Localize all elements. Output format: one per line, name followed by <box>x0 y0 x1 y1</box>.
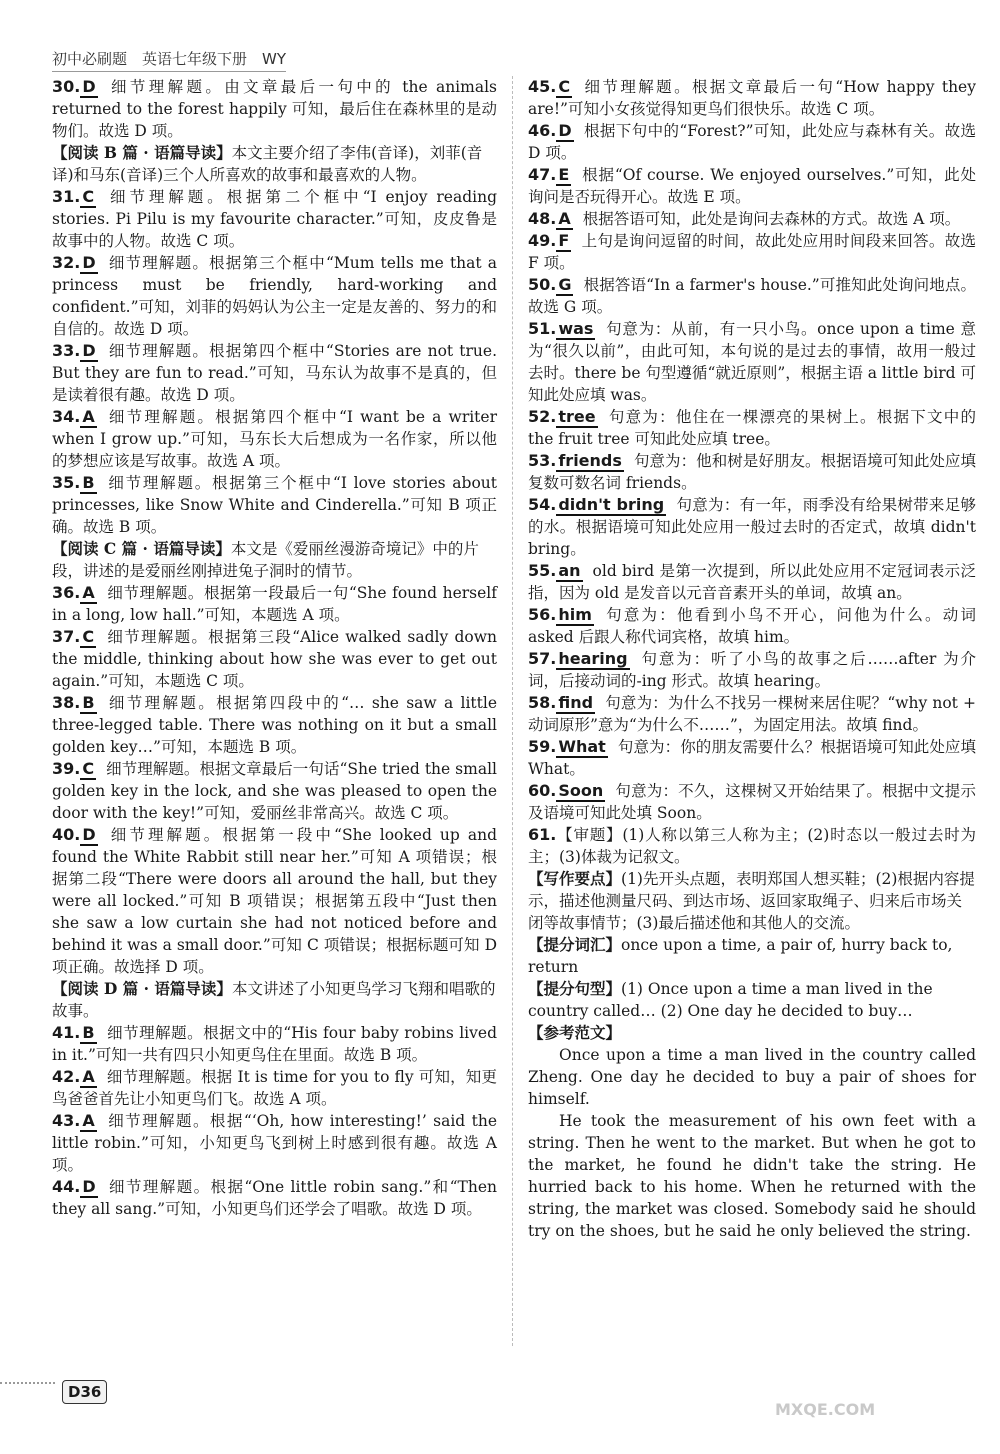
question-number: 45. <box>528 77 557 96</box>
answer-item <box>52 758 497 824</box>
answer-key: A <box>558 209 571 228</box>
answer-key: C <box>558 77 571 96</box>
column-divider <box>512 76 513 1346</box>
answer-item <box>52 186 497 252</box>
answer-key: didn't bring <box>558 495 665 514</box>
explanation-text: 细节理解题。根据第三个框中“Mum tells me that a princess must be friendly, hard-working and confident.”可知，刘菲的妈妈认为公主一定是友善的、努力的和自信的。故选 D 项。 <box>52 254 497 338</box>
question-number: 61. <box>528 825 557 844</box>
explanation-text: 句意为：不久，这棵树又开始结果了。根据中文提示及语境可知此处填 Soon。 <box>528 782 976 822</box>
answer-item <box>52 1066 497 1110</box>
right-column <box>528 76 976 1242</box>
section-title: 【阅读 D 篇 · 语篇导读】 <box>52 979 232 998</box>
answer-key: D <box>558 121 572 140</box>
question-number: 35. <box>52 473 81 492</box>
section-note <box>528 934 976 978</box>
question-number: 53. <box>528 451 557 470</box>
page-number: D36 <box>62 1380 107 1404</box>
question-number: 31. <box>52 187 81 206</box>
explanation-text: 细节理解题。根据第四段中的“… she saw a little three-legged table. There was nothing on it but a small golden key…”可知，本题选 B 项。 <box>52 694 497 756</box>
answer-key: A <box>82 1111 95 1130</box>
answer-key: C <box>82 627 95 646</box>
answer-item <box>528 76 976 120</box>
explanation-text: 句意为：他看到小鸟不开心，问他为什么。动词 asked 后跟人称代词宾格，故填 him。 <box>528 606 976 646</box>
section-title: 【写作要点】 <box>528 869 622 888</box>
explanation-text: 细节理解题。由文章最后一句中的 the animals returned to the forest happily 可知，最后住在森林里的是动物们。故选 D 项。 <box>52 78 497 140</box>
section-text: (1)先开头点题，表明郑国人想买鞋；(2)根据内容提示，描述他测量尺码、到达市场、返回家取绳子、归来后市场关闭等故事情节；(3)最后描述他和其他人的交流。 <box>528 870 975 932</box>
answer-item <box>52 1110 497 1176</box>
answer-item <box>528 692 976 736</box>
section-note <box>52 538 497 582</box>
explanation-text: 细节理解题。根据第三个框中“I love stories about princesses, like Snow White and Cinderella.”可知 B 项正确。故选 B 项。 <box>52 474 497 536</box>
answer-key: D <box>82 825 96 844</box>
section-title: 【阅读 B 篇 · 语篇导读】 <box>52 143 232 162</box>
answer-item <box>52 1176 497 1220</box>
section-title: 【提分句型】 <box>528 979 622 998</box>
question-number: 48. <box>528 209 557 228</box>
explanation-text: 句意为：他住在一棵漂亮的果树上。根据下文中的 the fruit tree 可知此处应填 tree。 <box>528 408 976 448</box>
answer-key: A <box>82 407 95 426</box>
question-number: 36. <box>52 583 81 602</box>
answer-key: G <box>558 275 572 294</box>
question-number: 50. <box>528 275 557 294</box>
answer-key: C <box>82 759 95 778</box>
section-title: 【提分词汇】 <box>528 935 622 954</box>
answer-item <box>52 692 497 758</box>
explanation-text: 细节理解题。根据文章最后一句“How happy they are!”可知小女孩觉得知更鸟们很快乐。故选 C 项。 <box>528 78 976 118</box>
footer-dots <box>0 1382 55 1384</box>
watermark: MXQE.COM <box>775 1400 876 1419</box>
question-number: 38. <box>52 693 81 712</box>
answer-item <box>52 1022 497 1066</box>
explanation-text: 句意为：他和树是好朋友。根据语境可知此处应填复数可数名词 friends。 <box>528 452 976 492</box>
explanation-text: 细节理解题。根据第三段“Alice walked sadly down the middle, thinking about how she was ever to get out again.”可知，本题选 C 项。 <box>52 628 497 690</box>
answer-item <box>528 494 976 560</box>
answer-key: A <box>82 583 95 602</box>
answer-item <box>528 560 976 604</box>
question-number: 52. <box>528 407 557 426</box>
answer-key: B <box>82 473 95 492</box>
answer-key: What <box>558 737 606 756</box>
section-title: 【参考范文】 <box>528 1023 622 1042</box>
answer-item <box>52 76 497 142</box>
answer-item <box>528 208 976 230</box>
section-text: 本文主要介绍了李伟(音译)，刘菲(音译)和马东(音译)三个人所喜欢的故事和最喜欢的人物。 <box>52 144 483 184</box>
explanation-text: 句意为：听了小鸟的故事之后……after 为介词，后接动词的-ing 形式。故填 hearing。 <box>528 650 976 690</box>
explanation-text: 细节理解题。根据“One little robin sang.”和“Then they all sang.”可知，小知更鸟们还学会了唱歌。故选 D 项。 <box>52 1178 497 1218</box>
answer-item <box>528 274 976 318</box>
answer-key: tree <box>558 407 596 426</box>
answer-item <box>528 648 976 692</box>
essay-paragraph: Once upon a time a man lived in the country called Zheng. One day he decided to buy a pair of shoes for himself. <box>528 1046 976 1108</box>
question-number: 57. <box>528 649 557 668</box>
section-text: 本文是《爱丽丝漫游奇境记》中的片段，讲述的是爱丽丝刚掉进兔子洞时的情节。 <box>52 540 479 580</box>
answer-key: Soon <box>558 781 604 800</box>
question-number: 47. <box>528 165 557 184</box>
answer-item <box>528 736 976 780</box>
explanation-text: 细节理解题。根据“‘Oh, how interesting!’ said the little robin.”可知，小知更鸟飞到树上时感到很有趣。故选 A 项。 <box>52 1112 497 1174</box>
left-column <box>52 76 497 1220</box>
explanation-text: 句意为：有一年，雨季没有给果树带来足够的水。根据语境可知此处应用一般过去时的否定式，故填 didn't bring。 <box>528 496 976 558</box>
answer-item <box>528 604 976 648</box>
section-note <box>528 868 976 934</box>
question-number: 51. <box>528 319 557 338</box>
explanation-text: 细节理解题。根据第一段中“She looked up and found the White Rabbit still near her.”可知 A 项错误；根据第二段“There were doors all around the hall, but they were all locked.”可知 B 项错误；根据第五段中“Just then she saw a low curtain she had not noticed before and behind it was a small door.”可知 C 项错误；根据标题可知 D 项正确。故选择 D 项。 <box>52 826 497 976</box>
answer-item <box>528 450 976 494</box>
answer-item <box>52 340 497 406</box>
section-note <box>52 978 497 1022</box>
answer-item <box>528 230 976 274</box>
question-number: 46. <box>528 121 557 140</box>
page-header: 初中必刷题 英语七年级下册 WY <box>52 48 286 72</box>
answer-item <box>528 164 976 208</box>
explanation-text: 细节理解题。根据第四个框中“I want be a writer when I grow up.”可知，马东长大后想成为一名作家，所以他的梦想应该是写故事。故选 A 项。 <box>52 408 497 470</box>
question-number: 33. <box>52 341 81 360</box>
answer-key: find <box>558 693 594 712</box>
question-number: 34. <box>52 407 81 426</box>
explanation-text: old bird 是第一次提到，所以此处应用不定冠词表示泛指，因为 old 是发音以元音音素开头的单词，故填 an。 <box>528 562 976 602</box>
answer-key: him <box>558 605 592 624</box>
explanation-text: 细节理解题。根据第一段最后一句“She found herself in a long, low hall.”可知，本题选 A 项。 <box>52 584 497 624</box>
question-number: 37. <box>52 627 81 646</box>
answer-key: B <box>82 693 95 712</box>
answer-key: D <box>82 77 96 96</box>
answer-key: was <box>558 319 594 338</box>
answer-key: D <box>82 1177 96 1196</box>
answer-item <box>52 824 497 978</box>
section-text: once upon a time, a pair of, hurry back to, return <box>528 936 953 976</box>
question-number: 44. <box>52 1177 81 1196</box>
section-note <box>52 142 497 186</box>
question-number: 60. <box>528 781 557 800</box>
answer-item <box>528 780 976 824</box>
question-number: 49. <box>528 231 557 250</box>
answer-key: B <box>82 1023 95 1042</box>
answer-item <box>52 472 497 538</box>
answer-key: D <box>82 341 96 360</box>
explanation-text: 句意为：从前，有一只小鸟。once upon a time 意为“很久以前”，由此可知，本句说的是过去的事情，故用一般过去时。there be 句型遵循“就近原则”，根据主语 a little bird 可知此处应填 was。 <box>528 320 976 404</box>
explanation-text: 句意为：你的朋友需要什么？根据语境可知此处应填 What。 <box>528 738 976 778</box>
question-number: 55. <box>528 561 557 580</box>
answer-key: an <box>558 561 581 580</box>
question-number: 41. <box>52 1023 81 1042</box>
section-title: 【阅读 C 篇 · 语篇导读】 <box>52 539 231 558</box>
answer-item <box>528 824 976 868</box>
explanation-text: 细节理解题。根据第四个框中“Stories are not true. But they are fun to read.”可知，马东认为故事不是真的，但是读着很有趣。故选 D 项。 <box>52 342 497 404</box>
answer-key: friends <box>558 451 622 470</box>
explanation-text: 上句是询问逗留的时间，故此处应用时间段来回答。故选 F 项。 <box>528 232 976 272</box>
answer-item <box>528 120 976 164</box>
explanation-text: 根据答语可知，此处是询问去森林的方式。故选 A 项。 <box>582 210 961 228</box>
essay-paragraph: He took the measurement of his own feet with a string. Then he went to the market. But when he got to the market, he found he didn't take the string. He hurried back to his home. When he returned with the string, the market was closed. Somebody said he should try on the shoes, but he said he only believed the string. <box>528 1112 976 1240</box>
question-number: 40. <box>52 825 81 844</box>
question-number: 39. <box>52 759 81 778</box>
question-number: 56. <box>528 605 557 624</box>
explanation-text: 【审题】(1)人称以第三人称为主；(2)时态以一般过去时为主；(3)体裁为记叙文。 <box>528 826 976 866</box>
explanation-text: 细节理解题。根据文中的“His four baby robins lived in it.”可知一共有四只小知更鸟住在里面。故选 B 项。 <box>52 1024 497 1064</box>
answer-item <box>52 626 497 692</box>
explanation-text: 细节理解题。根据 It is time for you to fly 可知，知更鸟爸爸首先让小知更鸟们飞。故选 A 项。 <box>52 1068 497 1108</box>
explanation-text: 细节理解题。根据文章最后一句话“She tried the small golden key in the lock, and she was pleased to open the door with the key!”可知，爱丽丝非常高兴。故选 C 项。 <box>52 760 497 822</box>
question-number: 58. <box>528 693 557 712</box>
answer-key: D <box>82 253 96 272</box>
answer-item <box>52 252 497 340</box>
answer-item <box>52 582 497 626</box>
answer-item <box>528 318 976 406</box>
question-number: 43. <box>52 1111 81 1130</box>
question-number: 59. <box>528 737 557 756</box>
answer-key: E <box>558 165 570 184</box>
question-number: 32. <box>52 253 81 272</box>
answer-key: F <box>558 231 570 250</box>
explanation-text: 根据“Of course. We enjoyed ourselves.”可知，此处询问是否玩得开心。故选 E 项。 <box>528 166 976 206</box>
explanation-text: 根据下句中的“Forest?”可知，此处应与森林有关。故选 D 项。 <box>528 122 976 162</box>
answer-item <box>52 406 497 472</box>
answer-key: A <box>82 1067 95 1086</box>
section-note <box>528 978 976 1022</box>
question-number: 42. <box>52 1067 81 1086</box>
explanation-text: 句意为：为什么不找另一棵树来居住呢？“why not + 动词原形”意为“为什么不……”，为固定用法。故填 find。 <box>528 694 976 734</box>
explanation-text: 根据答语“In a farmer's house.”可推知此处询问地点。故选 G 项。 <box>528 276 976 316</box>
answer-key: C <box>82 187 95 206</box>
section-text: 本文讲述了小知更鸟学习飞翔和唱歌的故事。 <box>52 980 496 1020</box>
section-text: (1) Once upon a time a man lived in the country called… (2) One day he decided to buy… <box>528 980 933 1020</box>
answer-item <box>528 406 976 450</box>
answer-key: hearing <box>558 649 628 668</box>
explanation-text: 细节理解题。根据第二个框中“I enjoy reading stories. Pi Pilu is my favourite character.”可知，皮皮鲁是故事中的人物。故选 C 项。 <box>52 188 497 250</box>
question-number: 30. <box>52 77 81 96</box>
section-note <box>528 1022 976 1044</box>
question-number: 54. <box>528 495 557 514</box>
